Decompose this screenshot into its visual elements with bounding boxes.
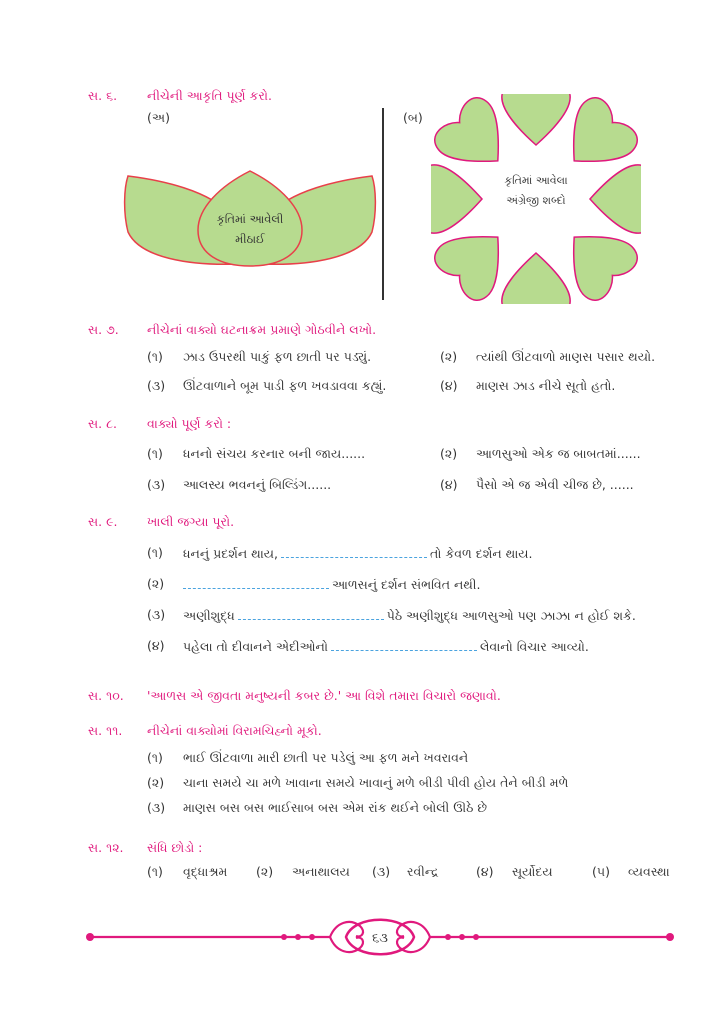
q7-item-4: માણસ ઝાડ નીચે સૂતો હતો. <box>476 378 616 393</box>
q7-item-3-num: (૩) <box>147 378 166 393</box>
page-number: ૬૩ <box>372 931 388 946</box>
q12-item-3: રવીન્દ્ર <box>407 864 439 879</box>
lotus-center-text-1: કૃતિમાં આવેલી <box>216 212 284 226</box>
q8-item-1-num: (૧) <box>147 446 163 461</box>
figure-divider <box>382 108 384 300</box>
q7-number: સ. ૭. <box>88 322 119 337</box>
q9-item-1-after: તો કેવળ દર્શન થાય. <box>429 546 533 561</box>
lotus-center-text-2: મીઠાઈ <box>235 232 265 246</box>
q10-title: 'આળસ એ જીવતા મનુષ્યની કબર છે.' આ વિશે તમારા વિચારો જણાવો. <box>147 688 501 703</box>
q6-title: નીચેની આકૃતિ પૂર્ણ કરો. <box>147 88 272 103</box>
q8-item-2-num: (૨) <box>440 446 458 461</box>
q9-item-1-num: (૧) <box>147 545 163 560</box>
q6-part-a-label: (અ) <box>147 110 170 125</box>
q9-item-1-blank[interactable] <box>281 545 427 558</box>
q11-item-3-num: (૩) <box>147 800 166 815</box>
q9-item-2 <box>183 576 480 593</box>
ring-petal <box>431 165 482 233</box>
q9-item-4-before: પહેલા તો દીવાનને એદીઓનો <box>183 639 328 654</box>
q9-title: ખાલી જગ્યા પૂરો. <box>147 514 235 529</box>
q11-item-2-num: (૨) <box>147 775 165 790</box>
q8-item-4-num: (૪) <box>440 477 458 492</box>
q9-item-3-blank[interactable] <box>238 607 384 620</box>
q12-item-1: વૃદ્ધાશ્રમ <box>183 864 228 879</box>
q9-item-3-before: અણીશુદ્ધ <box>183 608 235 623</box>
q7-item-1-num: (૧) <box>147 349 163 364</box>
q9-item-3-after: પેઠે અણીશુદ્ધ આળસુઓ પણ ઝાઝા ન હોઈ શકે. <box>386 608 636 623</box>
q9-item-3-num: (૩) <box>147 607 166 622</box>
q9-item-1 <box>183 545 532 562</box>
ring-center-text-1: કૃતિમાં આવેલા <box>504 174 568 187</box>
q11-item-3: માણસ બસ બસ ભાઈસાબ બસ એમ રાંક થઈને બોલી ઊઠે છે <box>183 800 488 815</box>
q12-item-3-num: (૩) <box>372 864 391 879</box>
ring-petal <box>502 253 570 304</box>
q12-item-1-num: (૧) <box>147 864 163 879</box>
q7-item-1: ઝાડ ઉપરથી પાકું ફળ છાતી પર પડ્યું. <box>183 349 372 364</box>
q9-item-3 <box>183 607 636 624</box>
q12-item-5-num: (૫) <box>592 864 610 879</box>
q12-item-2-num: (૨) <box>256 864 274 879</box>
q11-item-1-num: (૧) <box>147 750 163 765</box>
lotus-diagram <box>120 168 380 272</box>
q8-item-4: પૈસો એ જ એવી ચીજ છે, ...... <box>476 477 634 492</box>
q12-item-4: સૂર્યોદય <box>512 864 553 879</box>
q12-title: સંધિ છોડો : <box>147 840 203 855</box>
q9-item-1-before: ધનનું પ્રદર્શન થાય, <box>183 546 278 561</box>
q6-number: સ. ૬. <box>88 88 118 103</box>
q12-item-5: વ્યવસ્થા <box>628 864 670 879</box>
q7-item-2: ત્યાંથી ઊંટવાળો માણસ પસાર થયો. <box>476 349 656 364</box>
q9-item-4-num: (૪) <box>147 638 165 653</box>
q9-number: સ. ૯. <box>88 514 118 529</box>
q7-item-3: ઊંટવાળાને બૂમ પાડી ફળ ખવડાવવા કહ્યું. <box>183 378 387 393</box>
q7-item-4-num: (૪) <box>440 378 458 393</box>
ring-petal <box>502 94 570 145</box>
q11-item-2: ચાના સમયે ચા મળે ખાવાના સમયે ખાવાનું મળે બીડી પીવી હોય તેને બીડી મળે <box>183 775 569 790</box>
ring-flower-diagram <box>431 94 641 304</box>
q8-item-2: આળસુઓ એક જ બાબતમાં...... <box>476 446 641 461</box>
q8-item-3: આલસ્ય ભવનનું બિલ્ડિંગ...... <box>183 477 332 492</box>
q9-item-2-blank[interactable] <box>183 576 329 589</box>
q7-item-2-num: (૨) <box>440 349 458 364</box>
ring-petal <box>590 165 641 233</box>
q12-number: સ. ૧૨. <box>88 840 124 855</box>
q9-item-4-blank[interactable] <box>331 638 477 651</box>
q11-number: સ. ૧૧. <box>88 723 123 738</box>
footer-ornament <box>84 908 676 966</box>
q8-number: સ. ૮. <box>88 416 117 431</box>
q8-title: વાક્યો પૂર્ણ કરો : <box>147 416 232 431</box>
q9-item-4-after: લેવાનો વિચાર આવ્યો. <box>479 639 589 654</box>
q10-number: સ. ૧૦. <box>88 688 124 703</box>
q11-title: નીચેનાં વાક્યોમાં વિરામચિહ્નો મૂકો. <box>147 723 322 738</box>
q9-item-4 <box>183 638 589 655</box>
q12-item-4-num: (૪) <box>476 864 494 879</box>
q9-item-2-num: (૨) <box>147 576 165 591</box>
q9-item-2-after: આળસનું દર્શન સંભવિત નથી. <box>332 577 481 592</box>
q6-part-b-label: (બ) <box>403 110 423 125</box>
q11-item-1: ભાઈ ઊંટવાળા મારી છાતી પર પડેલું આ ફળ મને ખવરાવને <box>183 750 469 765</box>
ring-center-text-2: અંગ્રેજી શબ્દો <box>506 194 566 207</box>
q7-title: નીચેનાં વાક્યો ઘટનાક્રમ પ્રમાણે ગોઠવીને લખો. <box>147 322 377 337</box>
q8-item-1: ધનનો સંચય કરનાર બની જાય...... <box>183 446 366 461</box>
q8-item-3-num: (૩) <box>147 477 166 492</box>
q12-item-2: અનાથાલય <box>292 864 350 879</box>
